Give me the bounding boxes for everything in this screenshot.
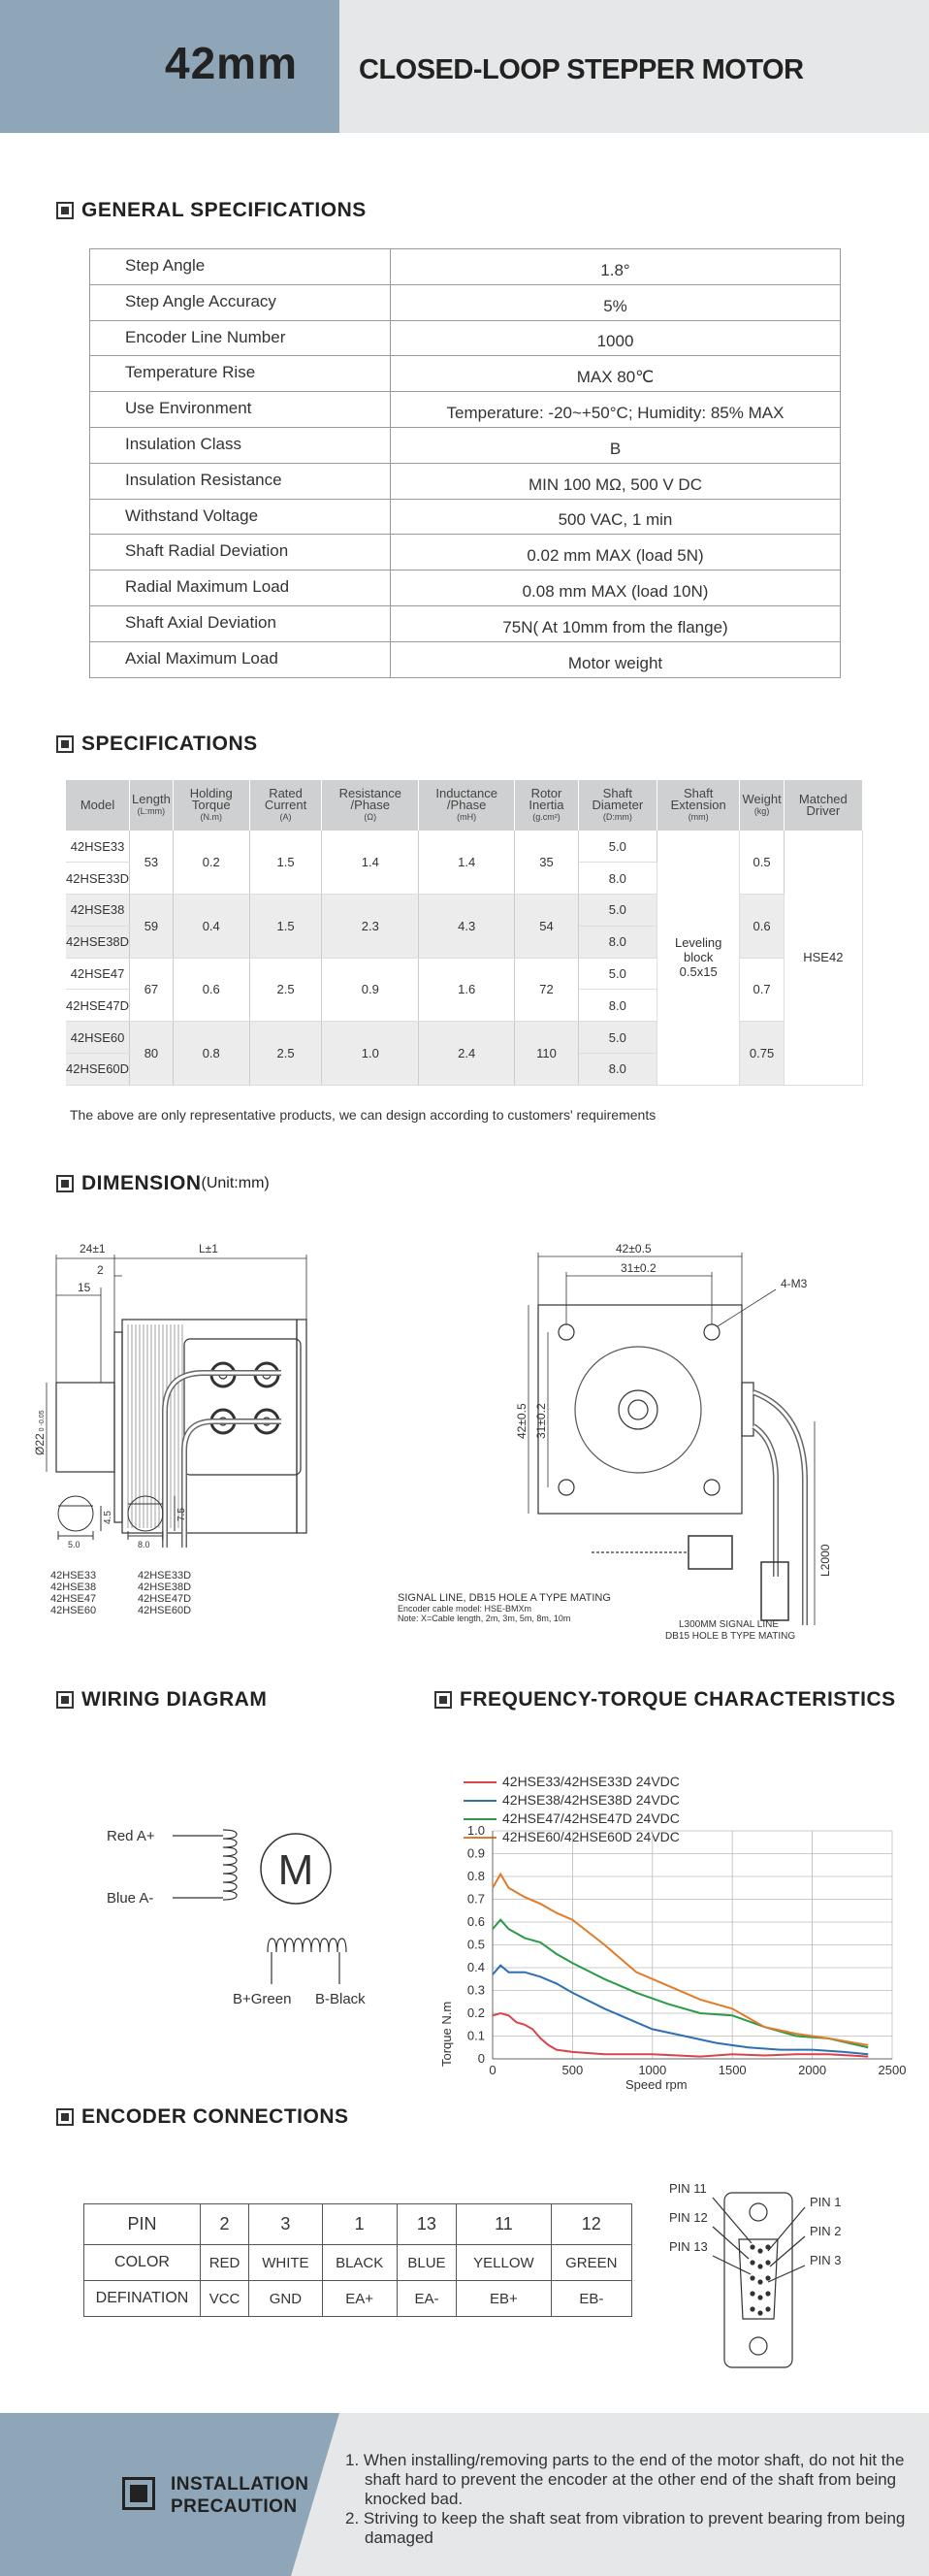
table-row [66, 958, 863, 990]
shaft-diameter-cell: 5.0 [578, 958, 657, 990]
footer-title: INSTALLATION PRECAUTION [171, 2474, 309, 2517]
spec-column-header: Length (L:mm) [130, 780, 174, 831]
spec-value: MIN 100 MΩ, 500 V DC [391, 463, 841, 499]
header-size: 42mm [165, 38, 298, 88]
x-tick-label: 500 [561, 2063, 584, 2077]
wire-green-label: B+Green [233, 1991, 292, 2007]
shaft-diameter-cell: 5.0 [578, 1022, 657, 1054]
dim-22: Ø220 -0.05 [33, 1410, 47, 1455]
model-list-a [50, 1570, 96, 1616]
weight-cell: 0.7 [740, 958, 784, 1022]
shaft-diameter-cell: 5.0 [578, 895, 657, 927]
shaft-diameter-cell: 8.0 [578, 863, 657, 895]
spec-column-header: Resistance /Phase (Ω) [322, 780, 419, 831]
section-square-icon [434, 1691, 452, 1709]
y-tick-label: 0.4 [466, 1960, 485, 1974]
connector-pin [758, 2296, 762, 2299]
spec-value: Motor weight [391, 641, 841, 677]
chart-xlabel: Speed rpm [625, 2077, 688, 2092]
x-tick-label: 1500 [718, 2063, 747, 2077]
motor-symbol: M [277, 1846, 314, 1894]
torque-cell: 0.6 [173, 958, 249, 1022]
spec-column-header: Weight (kg) [740, 780, 784, 831]
section-square-icon [56, 1175, 74, 1192]
general-spec-row [90, 641, 841, 677]
model-cell: 42HSE60 [66, 1022, 130, 1054]
legend-item: 42HSE33/42HSE33D 24VDC [464, 1773, 680, 1791]
spec-key: Insulation Resistance [90, 463, 391, 499]
len-cell: 53 [130, 831, 174, 895]
len-cell: 67 [130, 958, 174, 1022]
dim-15: 15 [78, 1281, 91, 1294]
cur-cell: 1.5 [249, 895, 322, 959]
spec-value: 500 VAC, 1 min [391, 499, 841, 535]
cur-cell: 2.5 [249, 958, 322, 1022]
precaution-item: 2. Striving to keep the shaft seat from vibration to prevent bearing from being damaged [345, 2509, 906, 2547]
connector-pin [758, 2280, 762, 2284]
connector-pin [766, 2261, 770, 2265]
cur-cell: 1.5 [249, 831, 322, 895]
model-cell: 42HSE60D [66, 1054, 130, 1086]
connector-pin [758, 2265, 762, 2268]
res-cell: 1.4 [322, 831, 419, 895]
spec-value: 0.08 mm MAX (load 10N) [391, 571, 841, 606]
defination-label: DEFINATION [84, 2281, 201, 2317]
svg-text:42HSE60: 42HSE60 [50, 1605, 97, 1616]
spec-heading: SPECIFICATIONS [56, 733, 258, 756]
encoder-pin-cell: 3 [249, 2204, 323, 2245]
spec-value: 1000 [391, 320, 841, 356]
dimension-drawing [33, 1227, 892, 1654]
wire-black-label: B-Black [315, 1991, 366, 2007]
dim-8: 8.0 [138, 1540, 150, 1549]
spec-key: Step Angle Accuracy [90, 284, 391, 320]
general-spec-row [90, 571, 841, 606]
connector-pin [751, 2307, 754, 2311]
spec-column-header: Rotor Inertia (g.cm²) [515, 780, 579, 831]
dim-24: 24±1 [80, 1242, 106, 1255]
inertia-cell: 110 [515, 1022, 579, 1086]
res-cell: 1.0 [322, 1022, 419, 1086]
legend-item: 42HSE60/42HSE60D 24VDC [464, 1828, 680, 1846]
shaft-diameter-cell: 5.0 [578, 831, 657, 863]
wire-red-label: Red A+ [107, 1828, 155, 1844]
encoder-table [83, 2203, 632, 2317]
spec-key: Radial Maximum Load [90, 571, 391, 606]
spec-value: Temperature: -20~+50°C; Humidity: 85% MAX [391, 392, 841, 428]
spec-column-header: Shaft Extension (mm) [657, 780, 740, 831]
y-tick-label: 0.2 [466, 2005, 485, 2020]
wiring-diagram [97, 1805, 407, 2018]
connector-pin [751, 2245, 754, 2249]
connector-pin [766, 2276, 770, 2280]
x-tick-label: 2500 [878, 2063, 907, 2077]
svg-text:42HSE38: 42HSE38 [50, 1581, 97, 1593]
pin-1-label: PIN 1 [810, 2195, 842, 2209]
precaution-item: 1. When installing/removing parts to the end of the motor shaft, do not hit the shaft hard to prevent the encoder at the other end of the shaft from being knocked bad. [345, 2451, 905, 2508]
signal-line-b: L300MM SIGNAL LINE [679, 1619, 780, 1630]
wire-blue-label: Blue A- [107, 1890, 154, 1907]
section-square-icon [56, 735, 74, 753]
encoder-pin-cell: 11 [457, 2204, 551, 2245]
encoder-color-cell: WHITE [249, 2245, 323, 2281]
encoder-heading: ENCODER CONNECTIONS [56, 2105, 349, 2129]
weight-cell: 0.6 [740, 895, 784, 959]
section-square-icon [56, 202, 74, 219]
spec-key: Withstand Voltage [90, 499, 391, 535]
general-spec-table [89, 248, 841, 678]
y-tick-label: 0.8 [466, 1869, 485, 1883]
shaft-diameter-cell: 8.0 [578, 926, 657, 958]
y-tick-label: 0.3 [466, 1982, 485, 1998]
pin-13-label: PIN 13 [669, 2239, 708, 2254]
pin-label: PIN [84, 2204, 201, 2245]
spec-value: MAX 80℃ [391, 356, 841, 392]
table-row [66, 1022, 863, 1054]
y-tick-label: 0.1 [466, 2028, 485, 2043]
spec-value: 0.02 mm MAX (load 5N) [391, 535, 841, 571]
encoder-pin-cell: 13 [397, 2204, 457, 2245]
legend-item: 42HSE47/42HSE47D 24VDC [464, 1810, 680, 1828]
front-view [538, 1305, 805, 1625]
encoder-pin-cell: 2 [201, 2204, 249, 2245]
torque-cell: 0.2 [173, 831, 249, 895]
encoder-pin-cell: 1 [322, 2204, 397, 2245]
general-spec-row [90, 284, 841, 320]
y-tick-label: 0.5 [466, 1937, 485, 1952]
extension-cell: Leveling block 0.5x15 [657, 831, 740, 1085]
connector-pin [766, 2292, 770, 2296]
pin-2-label: PIN 2 [810, 2224, 842, 2238]
torque-cell: 0.8 [173, 1022, 249, 1086]
encoder-def-cell: EA- [397, 2281, 457, 2317]
torque-cell: 0.4 [173, 895, 249, 959]
len-cell: 80 [130, 1022, 174, 1086]
precaution-list [345, 2451, 908, 2548]
encoder-def-cell: EA+ [322, 2281, 397, 2317]
general-spec-row [90, 463, 841, 499]
inertia-cell: 72 [515, 958, 579, 1022]
weight-cell: 0.75 [740, 1022, 784, 1086]
connector-pin [758, 2249, 762, 2253]
ind-cell: 2.4 [419, 1022, 515, 1086]
general-spec-row [90, 427, 841, 463]
spec-value: 1.8° [391, 249, 841, 285]
ind-cell: 1.4 [419, 831, 515, 895]
encoder-color-cell: RED [201, 2245, 249, 2281]
svg-text:42HSE60D: 42HSE60D [138, 1605, 192, 1616]
model-cell: 42HSE38 [66, 895, 130, 927]
res-cell: 2.3 [322, 895, 419, 959]
table-row [66, 831, 863, 863]
encoder-color-cell: YELLOW [457, 2245, 551, 2281]
general-spec-row [90, 392, 841, 428]
dim-7-5: 7.5 [176, 1508, 187, 1521]
encoder-def-cell: GND [249, 2281, 323, 2317]
connector-pin [766, 2307, 770, 2311]
spec-column-header: Rated Current (A) [249, 780, 322, 831]
weight-cell: 0.5 [740, 831, 784, 895]
ind-cell: 4.3 [419, 895, 515, 959]
spec-key: Temperature Rise [90, 356, 391, 392]
db15-connector [659, 2173, 882, 2367]
encoder-def-cell: EB- [551, 2281, 631, 2317]
footer-square-icon [122, 2477, 155, 2510]
signal-line-a: SIGNAL LINE, DB15 HOLE A TYPE MATING [398, 1592, 611, 1604]
model-cell: 42HSE47D [66, 990, 130, 1022]
len-cell: 59 [130, 895, 174, 959]
encoder-color-cell: GREEN [551, 2245, 631, 2281]
signal-line-c: DB15 HOLE B TYPE MATING [665, 1631, 796, 1642]
x-tick-label: 2000 [798, 2063, 827, 2077]
spec-column-header: Model [66, 780, 130, 831]
y-tick-label: 1.0 [466, 1823, 485, 1838]
model-cell: 42HSE47 [66, 958, 130, 990]
svg-text:42HSE47: 42HSE47 [50, 1593, 97, 1605]
model-cell: 42HSE33 [66, 831, 130, 863]
general-spec-row [90, 605, 841, 641]
driver-cell: HSE42 [784, 831, 862, 1085]
connector-pin [751, 2276, 754, 2280]
x-tick-label: 1000 [638, 2063, 667, 2077]
chart-heading: FREQUENCY-TORQUE CHARACTERISTICS [434, 1688, 896, 1712]
section-square-icon [56, 2108, 74, 2126]
svg-text:42HSE38D: 42HSE38D [138, 1581, 192, 1593]
chart-ylabel: Torque N.m [439, 2001, 454, 2067]
cable-model: Encoder cable model: HSE-BMXm [398, 1604, 532, 1614]
spec-key: Step Angle [90, 249, 391, 285]
dim-31-vertical: 31±0.2 [534, 1403, 548, 1439]
connector-pin [766, 2245, 770, 2249]
general-spec-row [90, 535, 841, 571]
encoder-pin-cell: 12 [551, 2204, 631, 2245]
spec-value: 75N( At 10mm from the flange) [391, 605, 841, 641]
dim-42: 42±0.5 [616, 1242, 652, 1255]
dim-42-vertical: 42±0.5 [515, 1403, 529, 1439]
spec-key: Encoder Line Number [90, 320, 391, 356]
dim-4-5: 4.5 [103, 1511, 113, 1524]
dim-l2000: L2000 [818, 1544, 832, 1577]
general-spec-row [90, 499, 841, 535]
dim-L: L±1 [199, 1242, 218, 1255]
wiring-heading: WIRING DIAGRAM [56, 1688, 267, 1712]
spec-key: Axial Maximum Load [90, 641, 391, 677]
spec-key: Shaft Radial Deviation [90, 535, 391, 571]
spec-value: B [391, 427, 841, 463]
general-spec-row [90, 356, 841, 392]
svg-text:42HSE33D: 42HSE33D [138, 1570, 192, 1581]
model-cell: 42HSE38D [66, 926, 130, 958]
dim-31: 31±0.2 [621, 1261, 657, 1275]
y-tick-label: 0.7 [466, 1891, 485, 1907]
ind-cell: 1.6 [419, 958, 515, 1022]
spec-key: Insulation Class [90, 427, 391, 463]
spec-key: Shaft Axial Deviation [90, 605, 391, 641]
encoder-def-cell: EB+ [457, 2281, 551, 2317]
legend-item: 42HSE38/42HSE38D 24VDC [464, 1791, 680, 1810]
frequency-torque-chart [427, 1771, 921, 2101]
spec-note: The above are only representative products, we can design according to customers' requirements [70, 1107, 657, 1123]
general-spec-heading: GENERAL SPECIFICATIONS [56, 199, 367, 222]
y-tick-label: 0 [477, 2051, 485, 2066]
inertia-cell: 35 [515, 831, 579, 895]
model-list-b [138, 1570, 191, 1616]
pin-3-label: PIN 3 [810, 2253, 842, 2267]
general-spec-row [90, 249, 841, 285]
spec-column-header: Inductance /Phase (mH) [419, 780, 515, 831]
svg-text:42HSE33: 42HSE33 [50, 1570, 97, 1581]
x-tick-label: 0 [489, 2063, 497, 2077]
dimension-heading: DIMENSION (Unit:mm) [56, 1172, 270, 1195]
inertia-cell: 54 [515, 895, 579, 959]
dim-5: 5.0 [68, 1540, 80, 1549]
model-cell: 42HSE33D [66, 863, 130, 895]
connector-pin [751, 2292, 754, 2296]
dim-2: 2 [97, 1263, 104, 1277]
header-title: CLOSED-LOOP STEPPER MOTOR [359, 54, 804, 85]
pin-11-label: PIN 11 [669, 2181, 707, 2196]
connector-pin [758, 2311, 762, 2315]
spec-key: Use Environment [90, 392, 391, 428]
spec-column-header: Holding Torque (N.m) [173, 780, 249, 831]
encoder-color-cell: BLACK [322, 2245, 397, 2281]
svg-text:42HSE47D: 42HSE47D [138, 1593, 192, 1605]
dim-m3: 4-M3 [781, 1277, 808, 1290]
res-cell: 0.9 [322, 958, 419, 1022]
encoder-color-cell: BLUE [397, 2245, 457, 2281]
table-row [66, 895, 863, 927]
encoder-def-cell: VCC [201, 2281, 249, 2317]
color-label: COLOR [84, 2245, 201, 2281]
general-spec-row [90, 320, 841, 356]
y-tick-label: 0.6 [466, 1914, 485, 1929]
shaft-diameter-cell: 8.0 [578, 990, 657, 1022]
connector-pin [751, 2261, 754, 2265]
section-square-icon [56, 1691, 74, 1709]
spec-column-header: Shaft Diameter (D:mm) [578, 780, 657, 831]
shaft-diameter-cell: 8.0 [578, 1054, 657, 1086]
spec-value: 5% [391, 284, 841, 320]
spec-table [66, 780, 863, 1086]
cable-note: Note: X=Cable length, 2m, 3m, 5m, 8m, 10m [398, 1614, 571, 1623]
pin-12-label: PIN 12 [669, 2210, 708, 2225]
cur-cell: 2.5 [249, 1022, 322, 1086]
y-tick-label: 0.9 [466, 1845, 485, 1861]
spec-column-header: Matched Driver [784, 780, 862, 831]
